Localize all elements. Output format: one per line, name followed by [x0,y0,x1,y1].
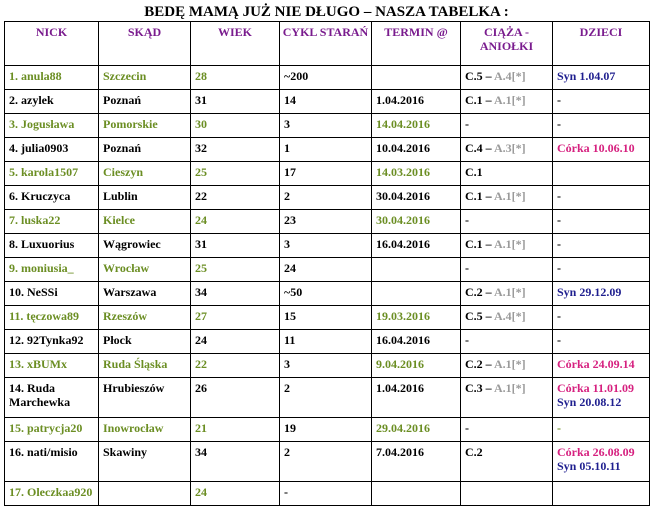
cell-from: Lublin [99,186,191,210]
col-header-nick: NICK [5,22,99,66]
cell-due: 19.03.2016 [372,306,461,330]
kid-entry: - [557,261,561,275]
cell-due: 16.04.2016 [372,234,461,258]
cell-from: Wągrowiec [99,234,191,258]
cell-age: 26 [191,378,280,418]
pregnancy-count: - [465,261,469,275]
cell-from: Ruda Śląska [99,354,191,378]
col-header-cycle: CYKL STARAŃ [280,22,372,66]
cell-age: 31 [191,234,280,258]
cell-cycle: - [280,482,372,506]
cell-due: 1.04.2016 [372,90,461,114]
cell-age: 21 [191,418,280,442]
cell-cycle: 2 [280,186,372,210]
cell-pregnancy [461,210,553,234]
table-row [5,138,650,162]
cell-due [372,482,461,506]
cell-from: Inowrocław [99,418,191,442]
cell-age: 22 [191,186,280,210]
cell-from: Cieszyn [99,162,191,186]
angels-count: A.1[*] [494,189,526,203]
cell-cycle: 2 [280,378,372,418]
cell-pregnancy [461,354,553,378]
cell-due: 1.04.2016 [372,378,461,418]
cell-pregnancy [461,90,553,114]
cell-kids [553,378,650,418]
cell-kids [553,306,650,330]
cell-from: Skawiny [99,442,191,482]
col-header-due: TERMIN @ [372,22,461,66]
pregnancy-count: - [465,117,469,131]
cell-kids [553,186,650,210]
cell-pregnancy [461,258,553,282]
cell-kids [553,210,650,234]
cell-pregnancy [461,378,553,418]
cell-due: 29.04.2016 [372,418,461,442]
kid-entry: - [557,189,561,203]
cell-from: Poznań [99,138,191,162]
table-row [5,234,650,258]
cell-cycle: 3 [280,234,372,258]
pregnancy-count: C.5 [465,69,483,83]
table-row [5,66,650,90]
pregnancy-count: C.3 [465,381,483,395]
table-row [5,90,650,114]
cell-pregnancy [461,114,553,138]
cell-kids [553,162,650,186]
cell-nick: 9. moniusia_ [5,258,99,282]
table-row [5,306,650,330]
cell-kids [553,90,650,114]
separator-dash: – [482,381,495,395]
cell-pregnancy [461,282,553,306]
cell-cycle: 2 [280,442,372,482]
cell-age: 34 [191,282,280,306]
pregnancy-count: - [465,421,469,435]
col-header-kids: DZIECI [553,22,650,66]
table-row [5,282,650,306]
separator-dash: – [482,189,495,203]
cell-cycle: 24 [280,258,372,282]
cell-age: 34 [191,442,280,482]
members-table [4,21,650,506]
cell-due [372,66,461,90]
pregnancy-count: C.1 [465,237,483,251]
table-body [5,66,650,506]
cell-age: 32 [191,138,280,162]
cell-nick: 12. 92Tynka92 [5,330,99,354]
cell-cycle: 17 [280,162,372,186]
cell-nick: 4. julia0903 [5,138,99,162]
kid-entry: - [557,421,561,435]
cell-from [99,482,191,506]
cell-kids [553,234,650,258]
kid-entry: Syn 05.10.11 [557,459,621,473]
cell-from: Wrocław [99,258,191,282]
cell-cycle: 1 [280,138,372,162]
cell-kids [553,442,650,482]
pregnancy-count: C.2 [465,445,483,459]
table-title: BEDĘ MAMĄ JUŻ NIE DŁUGO – NASZA TABELKA : [144,4,509,20]
table-row [5,162,650,186]
table-row [5,114,650,138]
cell-pregnancy [461,138,553,162]
cell-kids [553,418,650,442]
cell-kids [553,330,650,354]
cell-age: 24 [191,482,280,506]
cell-nick: 16. nati/misio [5,442,99,482]
kid-entry: - [557,333,561,347]
cell-due: 10.04.2016 [372,138,461,162]
kid-entry: - [557,237,561,251]
cell-kids [553,114,650,138]
cell-cycle: 15 [280,306,372,330]
cell-age: 28 [191,66,280,90]
cell-due [372,258,461,282]
cell-age: 24 [191,330,280,354]
kid-entry: Syn 29.12.09 [557,285,622,299]
table-row [5,354,650,378]
kid-entry: - [557,117,561,131]
col-header-preg: CIĄŻA - ANIOŁKI [461,22,553,66]
pregnancy-count: C.1 [465,165,483,179]
pregnancy-count: C.1 [465,189,483,203]
table-row [5,378,650,418]
cell-due: 16.04.2016 [372,330,461,354]
cell-nick: 17. Oleczkaa920 [5,482,99,506]
cell-due: 30.04.2016 [372,186,461,210]
header-row [5,22,650,66]
cell-due: 9.04.2016 [372,354,461,378]
col-header-age: WIEK [191,22,280,66]
cell-nick: 8. Luxuorius [5,234,99,258]
cell-from: Poznań [99,90,191,114]
cell-from: Szczecin [99,66,191,90]
cell-from: Warszawa [99,282,191,306]
cell-kids [553,282,650,306]
angels-count: A.1[*] [494,237,526,251]
kid-entry: - [557,213,561,227]
cell-cycle: 3 [280,354,372,378]
table-row [5,330,650,354]
cell-cycle: ~50 [280,282,372,306]
cell-from: Hrubieszów [99,378,191,418]
kid-entry: Córka 26.08.09 [557,445,635,459]
cell-nick: 2. azylek [5,90,99,114]
kid-entry: Córka 24.09.14 [557,357,635,371]
cell-nick: 1. anula88 [5,66,99,90]
cell-nick: 14. Ruda Marchewka [5,378,99,418]
cell-pregnancy [461,330,553,354]
kid-entry: Syn 1.04.07 [557,69,616,83]
table-row [5,418,650,442]
pregnancy-count: - [465,333,469,347]
cell-from: Pomorskie [99,114,191,138]
cell-nick: 6. Kruczyca [5,186,99,210]
angels-count: A.1[*] [494,93,526,107]
pregnancy-count: C.4 [465,141,483,155]
cell-pregnancy [461,306,553,330]
cell-kids [553,66,650,90]
cell-due [372,282,461,306]
pregnancy-count: - [465,213,469,227]
cell-pregnancy [461,162,553,186]
pregnancy-count: C.5 [465,309,483,323]
cell-cycle: 19 [280,418,372,442]
cell-from: Płock [99,330,191,354]
angels-count: A.1[*] [494,381,526,395]
separator-dash: – [482,285,495,299]
cell-cycle: 3 [280,114,372,138]
cell-cycle: 14 [280,90,372,114]
cell-age: 27 [191,306,280,330]
cell-due: 7.04.2016 [372,442,461,482]
cell-age: 24 [191,210,280,234]
cell-from: Kielce [99,210,191,234]
table-row [5,482,650,506]
separator-dash: – [482,69,495,83]
angels-count: A.4[*] [494,309,526,323]
cell-nick: 7. luska22 [5,210,99,234]
cell-nick: 11. tęczowa89 [5,306,99,330]
col-header-from: SKĄD [99,22,191,66]
cell-cycle: ~200 [280,66,372,90]
table-row [5,210,650,234]
cell-age: 31 [191,90,280,114]
separator-dash: – [482,237,495,251]
cell-due: 14.03.2016 [372,162,461,186]
cell-kids [553,482,650,506]
separator-dash: – [482,309,495,323]
angels-count: A.4[*] [494,69,526,83]
cell-pregnancy [461,418,553,442]
separator-dash: – [482,93,495,107]
cell-nick: 13. xBUMx [5,354,99,378]
pregnancy-count: C.1 [465,93,483,107]
angels-count: A.1[*] [494,285,526,299]
cell-age: 22 [191,354,280,378]
cell-nick: 3. Jogusława [5,114,99,138]
kid-entry: - [557,309,561,323]
cell-nick: 10. NeSSi [5,282,99,306]
cell-pregnancy [461,234,553,258]
cell-due: 30.04.2016 [372,210,461,234]
cell-age: 25 [191,162,280,186]
kid-entry: Syn 20.08.12 [557,395,622,409]
cell-cycle: 11 [280,330,372,354]
angels-count: A.3[*] [494,141,526,155]
cell-pregnancy [461,482,553,506]
cell-from: Rzeszów [99,306,191,330]
angels-count: A.1[*] [494,357,526,371]
table-row [5,442,650,482]
cell-kids [553,354,650,378]
table-row [5,258,650,282]
cell-kids [553,138,650,162]
cell-nick: 15. patrycja20 [5,418,99,442]
cell-pregnancy [461,442,553,482]
cell-age: 30 [191,114,280,138]
kid-entry: Córka 10.06.10 [557,141,635,155]
kid-entry: Córka 11.01.09 [557,381,635,395]
cell-cycle: 23 [280,210,372,234]
pregnancy-count: C.2 [465,285,483,299]
pregnancy-count: C.2 [465,357,483,371]
cell-due: 14.04.2016 [372,114,461,138]
cell-pregnancy [461,66,553,90]
table-row [5,186,650,210]
separator-dash: – [482,357,495,371]
cell-pregnancy [461,186,553,210]
cell-nick: 5. karola1507 [5,162,99,186]
kid-entry: - [557,93,561,107]
cell-age: 25 [191,258,280,282]
separator-dash: – [482,141,495,155]
cell-kids [553,258,650,282]
